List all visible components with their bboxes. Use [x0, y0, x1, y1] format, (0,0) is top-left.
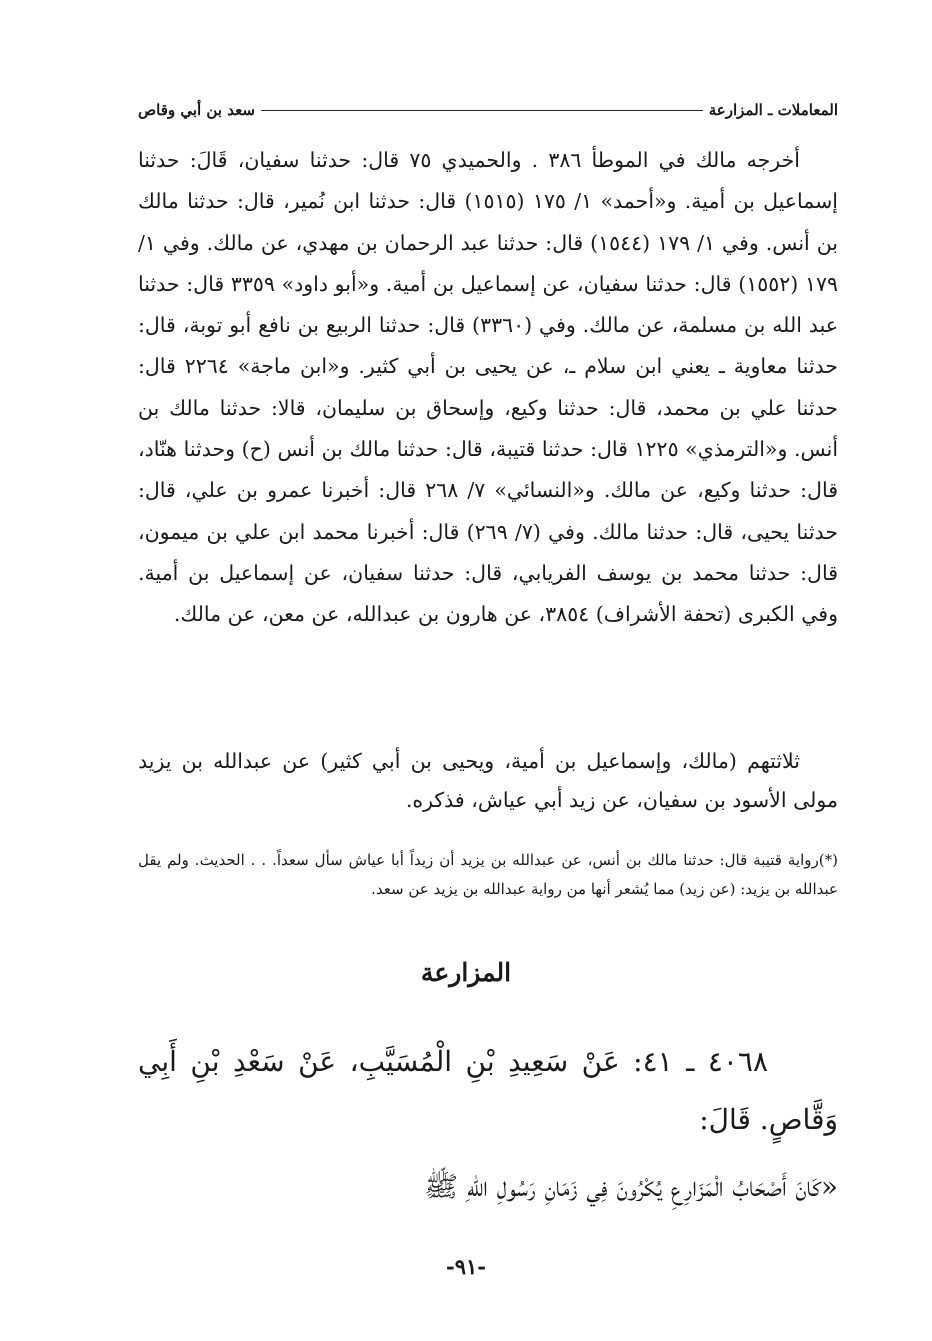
hadith-opening: [138, 1033, 838, 1149]
header-section-title: سعد بن أبي وقاص: [138, 101, 255, 119]
hadith-text: «كَانَ أَصْحَابُ الْمَزَارِعِ يُكْرُونَ فِي زَمَانِ رَسُولِ اللّهِ ﷺ: [424, 1170, 838, 1203]
running-header: [138, 96, 838, 124]
chain-paragraph: [138, 742, 838, 820]
commentary-paragraph: [138, 140, 838, 636]
footnote-text: (*)رواية قتيبة قال: حدثنا مالك بن أنس، عن عبدالله بن يزيد أن زيداً أبا عياش سأل سعداً. . . الحديث. ولم يقل عبدالله بن يزيد: (عن زيد) مما يُشعر أنها من رواية عبدالله بن يزيد عن سعد.: [138, 851, 838, 898]
header-rule: [261, 110, 703, 111]
footnote: [138, 846, 838, 904]
section-heading: المزارعة: [420, 958, 512, 987]
commentary-text: أخرجه مالك في الموطأ ٣٨٦ . والحميدي ٧٥ قال: حدثنا سفيان، قَالَ: حدثنا إسماعيل بن أمية. و«أحمد» ١/ ١٧٥ (١٥١٥) قال: حدثنا ابن نُمير، قال: حدثنا مالك بن أنس. وفي ١/ ١٧٩ (١٥٤٤) قال: حدثنا عبد الرحمان بن مهدي، عن مالك. وفي ١/ ١٧٩ (١٥٥٢) قال: حدثنا سفيان، عن إسماعيل بن أمية. و«أبو داود» ٣٣٥٩ قال: حدثنا عبد الله بن مسلمة، عن مالك. وفي (٣٣٦٠) قال: حدثنا الربيع بن نافع أبو توبة، قال: حدثنا معاوية ـ يعني ابن سلام ـ، عن يحيى بن أبي كثير. و«ابن ماجة» ٢٢٦٤ قال: حدثنا علي بن محمد، قال: حدثنا وكيع، وإسحاق بن سليمان، قالا: حدثنا مالك بن أنس. و«الترمذي» ١٢٢٥ قال: حدثنا قتيبة، قال: حدثنا مالك بن أنس (ح) وحدثنا هنّاد، قال: حدثنا وكيع، عن مالك. و«النسائي» ٧/ ٢٦٨ قال: أخبرنا عمرو بن علي، قال: حدثنا يحيى، قال: حدثنا مالك. وفي (٧/ ٢٦٩) قال: أخبرنا محمد ابن علي بن ميمون، قال: حدثنا محمد بن يوسف الفريابي، قال: حدثنا سفيان، عن إسماعيل بن أمية. وفي الكبرى (تحفة الأشراف) ٣٨٥٤، عن هارون بن عبدالله، عن معن، عن مالك.: [138, 148, 839, 627]
chain-text: ثلاثتهم (مالك، وإسماعيل بن أمية، ويحيى بن أبي كثير) عن عبدالله بن يزيد مولى الأسود بن سفيان، عن زيد أبي عياش، فذكره.: [138, 749, 838, 812]
page-number: -٩١-: [446, 1254, 486, 1279]
hadith-isnad: ٤٠٦٨ ـ ٤١: عَنْ سَعِيدِ بْنِ الْمُسَيَّبِ، عَنْ سَعْدِ بْنِ أَبِي وَقَّاصٍ. قَالَ:: [138, 1045, 838, 1136]
header-chapter-title: المعاملات ـ المزارعة: [708, 101, 838, 119]
